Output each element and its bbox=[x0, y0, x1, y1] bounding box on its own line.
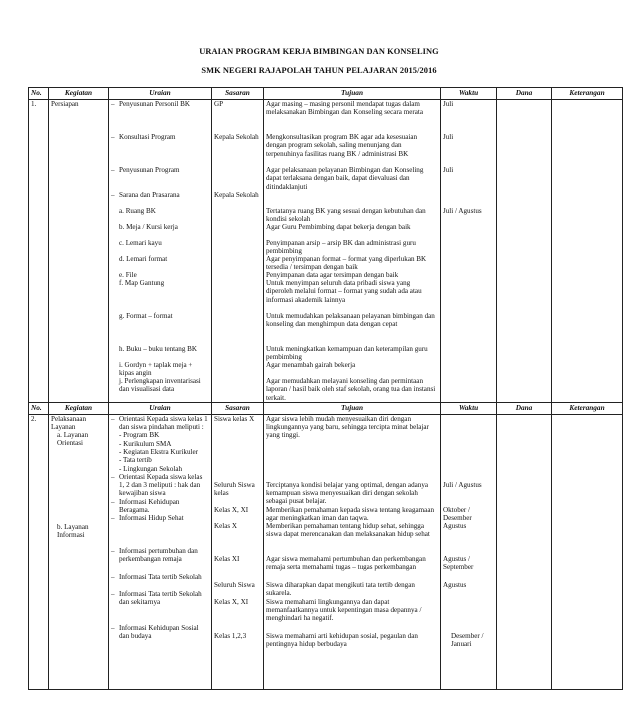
list-item: – Konsultasi Program bbox=[111, 133, 176, 141]
header-kegiatan: Kegiatan bbox=[49, 88, 109, 100]
list-item: c. Lemari kayu bbox=[119, 239, 162, 247]
list-item: – Informasi Kehidupan Beragama. bbox=[111, 497, 180, 514]
cell-sasaran: GP Kepala Sekolah Kepala Sekolah bbox=[212, 100, 264, 403]
list-item: – Informasi Kehidupan Sosial dan budaya bbox=[111, 623, 199, 640]
list-item: – Orientasi Kepada siswa kelas 1, 2 dan 3 meliputi : hak dan kewajiban siswa bbox=[111, 472, 203, 498]
cell-uraian: – Orientasi Kepada siswa kelas 1 dan siswa pindahan meliputi : - Program BK - Kurikulum SMA - Kegiatan Ekstra Kurikuler - Tata tertib - Lingkungan Sekolah – Orientasi Kepada siswa kelas 1, 2 dan 3 meliputi : hak dan kewajiban siswa – Informasi Kehidupan Beragama. – Informasi Hidup Sehat – Informasi pertumbuhan dan perkembangan remaja – Informasi Tata tertib Sekolah – Informasi Tata tertib Sekolah dan sekitarnya – Informasi Kehidupan Sosial dan budaya bbox=[109, 414, 212, 689]
list-item: – Informasi Tata tertib Sekolah dan sekitarnya bbox=[111, 589, 202, 606]
list-item: f. Map Gantung bbox=[119, 279, 165, 287]
sub-kegiatan-orientasi: a. Layanan Orientasi bbox=[57, 430, 89, 448]
header-no: No. bbox=[29, 402, 49, 414]
cell-dana bbox=[497, 100, 552, 403]
header-dana: Dana bbox=[497, 88, 552, 100]
list-item: e. File bbox=[119, 271, 137, 279]
list-item: – Informasi pertumbuhan dan perkembangan remaja bbox=[111, 546, 198, 563]
list-item: – Sarana dan Prasarana bbox=[111, 191, 180, 199]
list-item: d. Lemari format bbox=[119, 255, 168, 263]
header-tujuan: Tujuan bbox=[264, 402, 441, 414]
cell-keterangan bbox=[552, 414, 623, 689]
list-item: – Penyusunan Personil BK bbox=[111, 100, 190, 108]
list-item: h. Buku – buku tentang BK bbox=[119, 345, 198, 353]
header-waktu: Waktu bbox=[441, 88, 497, 100]
list-item: b. Meja / Kursi kerja bbox=[119, 223, 178, 231]
header-dana: Dana bbox=[497, 402, 552, 414]
cell-dana bbox=[497, 414, 552, 689]
list-item: – Informasi Tata tertib Sekolah bbox=[111, 572, 202, 581]
cell-waktu: Juli / Agustus Oktober / Desember Agustus Agustus / September Agustus Desember / Januari bbox=[441, 414, 497, 689]
list-item: j. Perlengkapan inventarisasi dan visualisasi data bbox=[119, 377, 201, 394]
header-no: No. bbox=[29, 88, 49, 100]
header-tujuan: Tujuan bbox=[264, 88, 441, 100]
header-keterangan: Keterangan bbox=[552, 402, 623, 414]
cell-no: 1. bbox=[29, 100, 49, 403]
table-header bbox=[29, 402, 623, 414]
list-item: i. Gordyn + taplak meja + kipas angin bbox=[119, 361, 193, 378]
sub-kegiatan-informasi: b. Layanan Informasi bbox=[57, 522, 89, 540]
header-sasaran: Sasaran bbox=[212, 88, 264, 100]
cell-tujuan: Agar siswa lebih mudah menyesuaikan diri dengan lingkungannya yang baru, sehingga tercipta minat belajar yang tinggi. Terciptanya kondisi belajar yang optimal, dengan adanya kemampuan siswa menyesuaikan diri dengan sekolah sebagai pusat belajar. Memberikan pemahaman kepada siswa tentang keagamaan agar meningkatkan iman dan taqwa. Memberikan pemahaman tentang hidup sehat, sehingga siswa dapat merencanakan dan melaksanakan hidup sehat Agar siswa memahami pertumbuhan dan perkembangan remaja serta memahami tugas – tugas perkembangan Siswa diharapkan dapat mengikuti tata tertib dengan sukarela. Siswa memahami lingkungannya dan dapat memanfaatkannya untuk kepentingan masa depannya / menghindari ha negatif. Siswa memahami arti kehidupan sosial, pegaulan dan pentingnya hidup berbudaya bbox=[264, 414, 441, 689]
header-kegiatan: Kegiatan bbox=[49, 402, 109, 414]
program-table bbox=[28, 87, 623, 690]
document-title: URAIAN PROGRAM KERJA BIMBINGAN DAN KONSELING bbox=[199, 47, 439, 56]
list-item: – Informasi Hidup Sehat bbox=[111, 513, 184, 522]
cell-no: 2. bbox=[29, 414, 49, 689]
cell-kegiatan: Pelaksanaan Layanan a. Layanan Orientasi b. Layanan Informasi bbox=[49, 414, 109, 689]
header-uraian: Uraian bbox=[109, 88, 212, 100]
table-row bbox=[29, 100, 623, 403]
cell-waktu: Juli Juli Juli Juli / Agustus bbox=[441, 100, 497, 403]
list-item: – Orientasi Kepada siswa kelas 1 dan siswa pindahan meliputi : bbox=[111, 414, 208, 432]
list-item: g. Format – format bbox=[119, 312, 173, 320]
header-uraian: Uraian bbox=[109, 402, 212, 414]
cell-kegiatan: Persiapan bbox=[49, 100, 109, 403]
cell-keterangan bbox=[552, 100, 623, 403]
list-item: – Penyusunan Program bbox=[111, 166, 180, 174]
header-waktu: Waktu bbox=[441, 402, 497, 414]
header-sasaran: Sasaran bbox=[212, 402, 264, 414]
document-subtitle: SMK NEGERI RAJAPOLAH TAHUN PELAJARAN 2015/2016 bbox=[201, 66, 437, 75]
cell-uraian bbox=[109, 100, 212, 403]
header-keterangan: Keterangan bbox=[552, 88, 623, 100]
cell-sasaran: Siswa kelas X Seluruh Siswa kelas Kelas X, XI Kelas X Kelas XI Seluruh Siswa Kelas X, XI Kelas 1,2,3 bbox=[212, 414, 264, 689]
table-row bbox=[29, 414, 623, 689]
list-item: a. Ruang BK bbox=[119, 207, 156, 215]
table-header bbox=[29, 88, 623, 100]
cell-tujuan: Agar masing – masing personil mendapat tugas dalam melaksanakan Bimbingan dan Konseling secara merata Mengkonsultasikan program BK agar ada kesesuaian dengan program sekolah, saling menunjang dan terpenuhinya fasilitas ruang BK / administrasi BK Agar pelaksanaan pelayanan Bimbingan dan Konseling dapat terlaksana dengan baik, dapat dievaluasi dan ditindaklanjuti Tertatanya ruang BK yang sesuai dengan kebutuhan dan kondisi sekolah Agar Guru Pembimbing dapat bekerja dengan baik Penyimpanan arsip – arsip BK dan administrasi guru pembimbing Agar penyimpanan format – format yang diperlukan BK tersedia / tersimpan dengan baik Penyimpanan data agar tersimpan dengan baik Untuk menyimpan seluruh data pribadi siswa yang diperoleh melalui format – format yang sudah ada atau informasi akademik lainnya Untuk memudahkan pelaksanaan pelayanan bimbingan dan konseling dan menghimpun data dengan cepat Untuk meningkatkan kemampuan dan keterampilan guru pembimbing Agar menambah gairah bekerja Agar memudahkan melayani konseling dan permintaan laporan / hasil baik oleh staf sekolah, orang tua dan instansi terkait. bbox=[264, 100, 441, 403]
